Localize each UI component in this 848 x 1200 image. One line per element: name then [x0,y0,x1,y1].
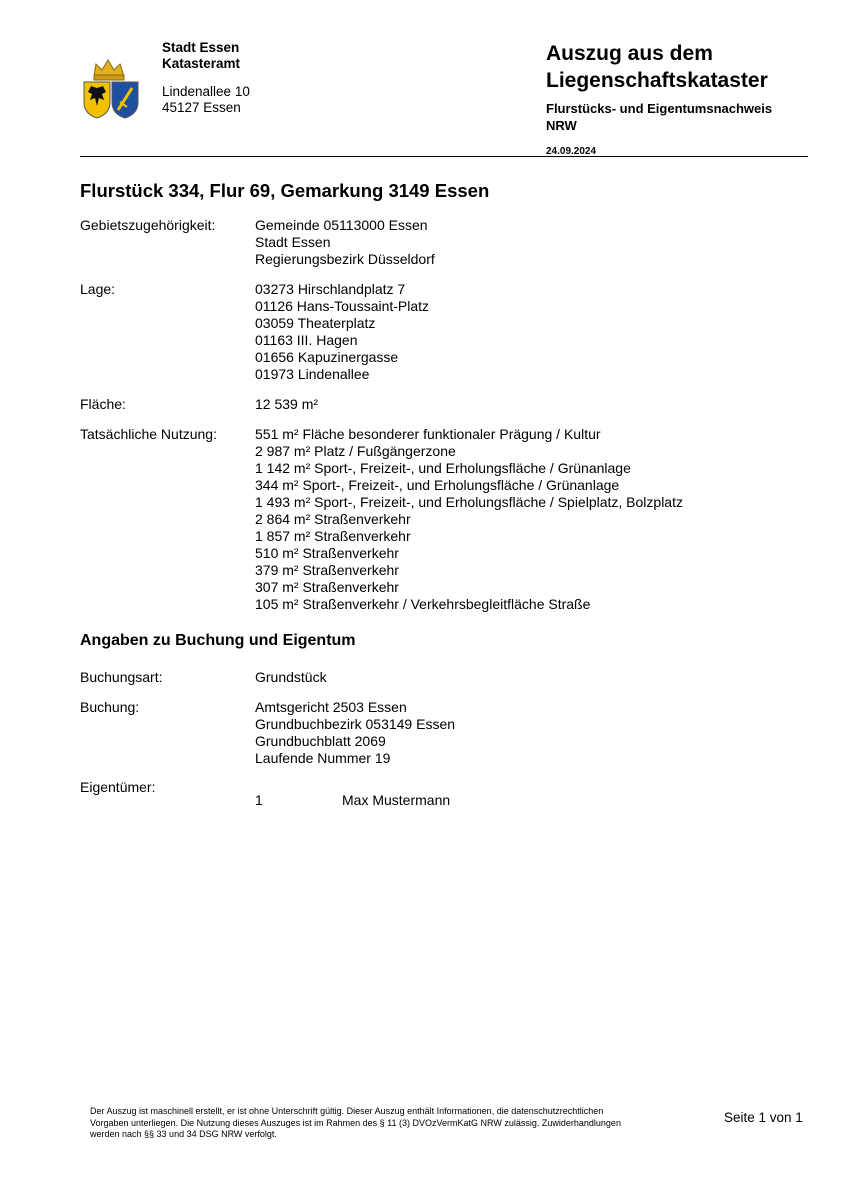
org-street: Lindenallee 10 [162,84,250,99]
flaeche-label: Fläche: [80,396,126,412]
essen-coat-of-arms-icon [80,56,144,120]
gebiet-value: Regierungsbezirk Düsseldorf [255,251,435,267]
gebiet-value: Gemeinde 05113000 Essen [255,217,428,233]
document-header [80,38,808,157]
lage-value: 03059 Theaterplatz [255,315,376,331]
buchungsart-label: Buchungsart: [80,669,163,685]
buchung-value: Laufende Nummer 19 [255,750,391,766]
parcel-heading: Flurstück 334, Flur 69, Gemarkung 3149 Essen [80,180,490,201]
gebiet-values [255,217,780,268]
buchung-row [80,699,780,767]
lage-values [255,281,780,383]
nutzung-value: 1 857 m² Straßenverkehr [255,528,411,544]
nutzung-value: 2 864 m² Straßenverkehr [255,511,411,527]
disclaimer-line: Vorgaben unterliegen. Die Nutzung dieses Auszuges ist im Rahmen des § 11 (3) DVOzVermKatG NRW zulässig. Zuwiderhandlungen [90,1117,621,1128]
flaeche-value: 12 539 m² [255,396,319,412]
lage-row [80,281,780,383]
nutzung-value: 551 m² Fläche besonderer funktionaler Prägung / Kultur [255,426,601,442]
lage-value: 01163 III. Hagen [255,332,358,348]
flaeche-row [80,396,780,413]
nutzung-value: 307 m² Straßenverkehr [255,579,399,595]
lage-value: 03273 Hirschlandplatz 7 [255,281,406,297]
booking-details [80,669,780,767]
page-number: Seite 1 von 1 [724,1110,803,1125]
document-title-block [546,40,808,158]
nutzung-value: 344 m² Sport-, Freizeit-, und Erholungsfläche / Grünanlage [255,477,620,493]
lage-label: Lage: [80,281,116,297]
buchungsart-row [80,669,780,686]
lage-value: 01973 Lindenallee [255,366,370,382]
buchung-value: Grundbuchbezirk 053149 Essen [255,716,456,732]
gebiet-row [80,217,780,268]
disclaimer-line: Der Auszug ist maschinell erstellt, er ist ohne Unterschrift gültig. Dieser Auszug enthält Informationen, die datenschutzrechtlichen [90,1106,604,1116]
nutzung-value: 1 142 m² Sport-, Freizeit-, und Erholungsfläche / Grünanlage [255,460,631,476]
buchung-label: Buchung: [80,699,140,715]
booking-heading: Angaben zu Buchung und Eigentum [80,632,356,649]
footer-disclaimer [90,1106,690,1141]
nutzung-value: 379 m² Straßenverkehr [255,562,399,578]
document-subtitle-line2: NRW [546,118,577,133]
org-city: 45127 Essen [162,100,241,115]
document-date: 24.09.2024 [546,146,597,157]
org-dept: Katasteramt [162,56,241,71]
nutzung-value: 105 m² Straßenverkehr / Verkehrsbegleitfläche Straße [255,596,591,612]
nutzung-value: 1 493 m² Sport-, Freizeit-, und Erholungsfläche / Spielplatz, Bolzplatz [255,494,683,510]
owner-name: Max Mustermann [342,792,451,808]
org-name: Stadt Essen [162,40,240,55]
nutzung-value: 510 m² Straßenverkehr [255,545,399,561]
lage-value: 01656 Kapuzinergasse [255,349,399,365]
disclaimer-line: werden nach §§ 33 und 34 DSG NRW verfolgt. [90,1129,277,1139]
gebiet-label: Gebietszugehörigkeit: [80,217,216,233]
document-subtitle-line1: Flurstücks- und Eigentumsnachweis [546,101,773,116]
buchung-value: Amtsgericht 2503 Essen [255,699,407,715]
nutzung-label: Tatsächliche Nutzung: [80,426,217,442]
issuing-authority [162,40,250,116]
buchung-value: Grundbuchblatt 2069 [255,733,386,749]
buchung-values [255,699,780,767]
nutzung-row [80,426,780,613]
nutzung-value: 2 987 m² Platz / Fußgängerzone [255,443,456,459]
gebiet-value: Stadt Essen [255,234,331,250]
lage-value: 01126 Hans-Toussaint-Platz [255,298,430,314]
parcel-details [80,217,780,613]
document-title-line2: Liegenschaftskataster [546,69,768,92]
owner-label: Eigentümer: [80,779,156,795]
owner-number: 1 [255,792,263,808]
buchungsart-value: Grundstück [255,669,327,685]
document-title-line1: Auszug aus dem [546,42,713,65]
nutzung-values [255,426,780,613]
